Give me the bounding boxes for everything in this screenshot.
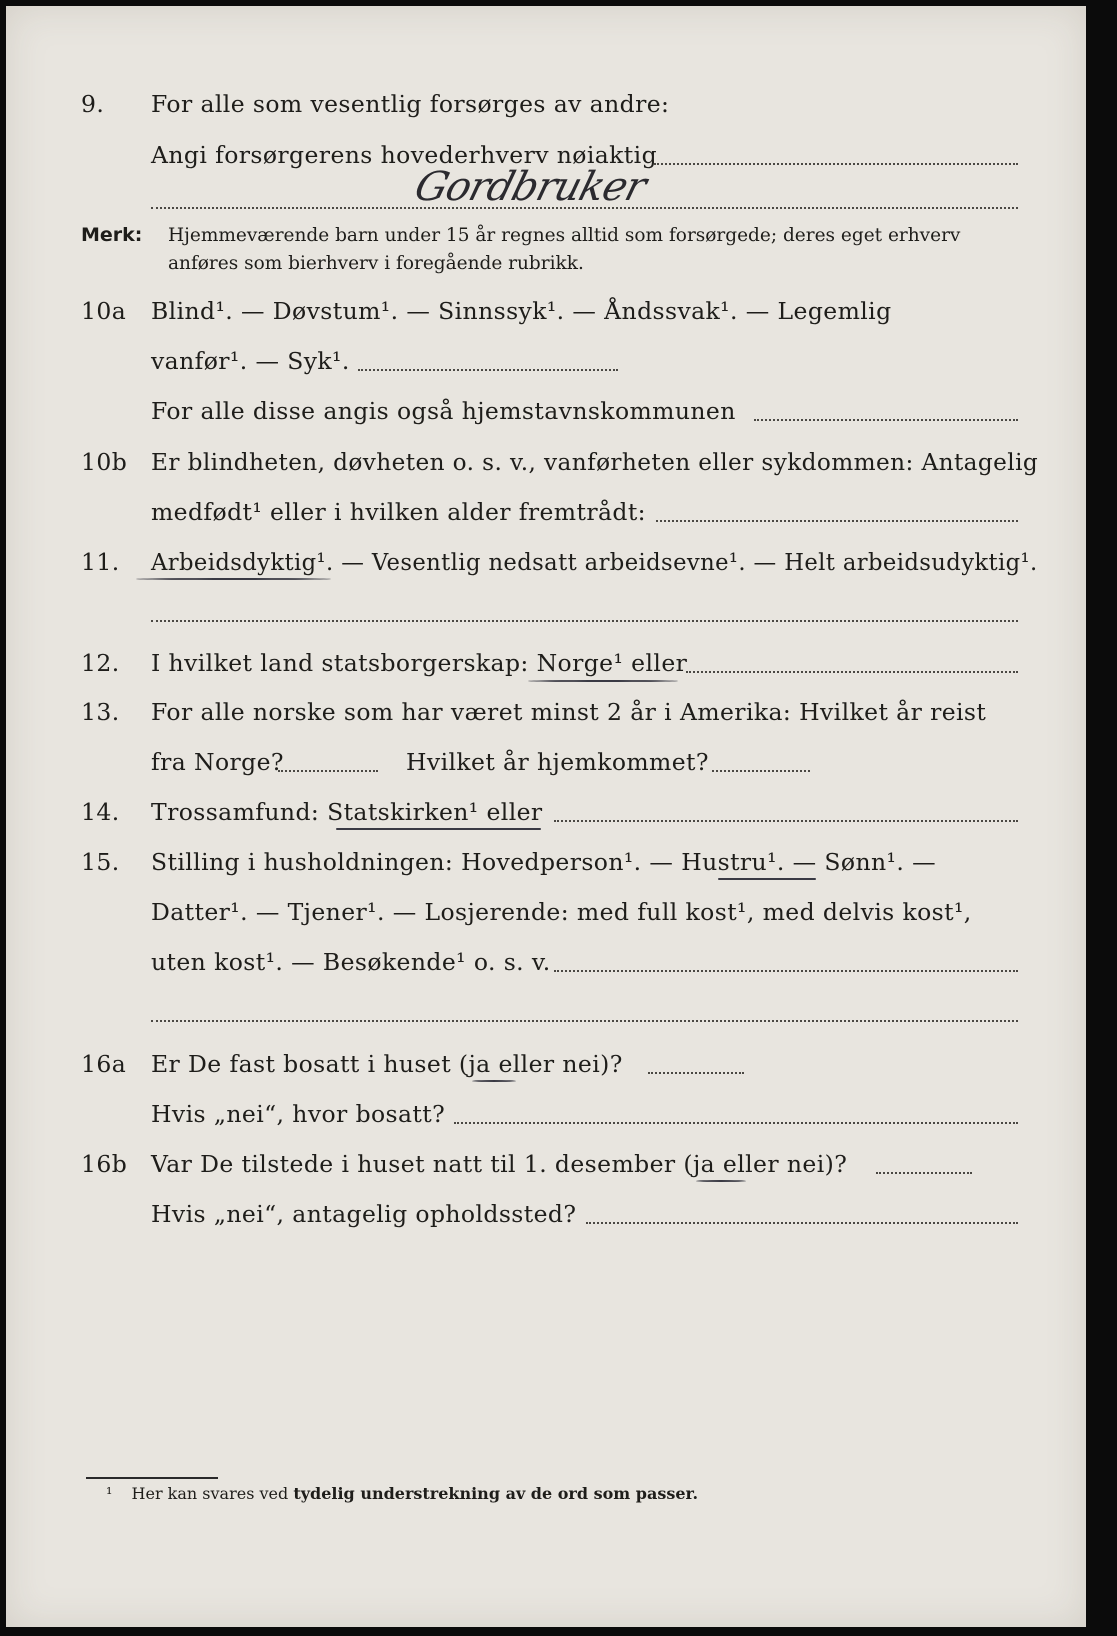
- q10a-home-line: [754, 419, 1018, 421]
- q13-text-2a: fra Norge?: [151, 748, 284, 776]
- q13-row-2: [6, 742, 1086, 782]
- q9-text: For alle som vesentlig forsørges av andre:: [151, 90, 670, 118]
- q15-row-1: [6, 842, 1086, 882]
- q16b-row-2: [6, 1194, 1086, 1234]
- q15-answer-line-2: [151, 1020, 1018, 1022]
- q14-row-1: [6, 792, 1086, 832]
- q10a-number: 10a: [81, 297, 127, 325]
- q9-answer-line-2: [151, 207, 1018, 209]
- q10a-row-1: [6, 291, 1086, 331]
- q16a-underline-mark: [472, 1080, 516, 1082]
- q10b-text: Er blindheten, døvheten o. s. v., vanførheten eller sykdommen: Antagelig: [151, 448, 1039, 476]
- q9-handwritten-answer: Gordbruker: [409, 164, 651, 210]
- q9-number: 9.: [81, 90, 105, 118]
- q11-answer-row: [6, 592, 1086, 632]
- q10a-row-3: [6, 391, 1086, 431]
- q16b-row-1: [6, 1144, 1086, 1184]
- q9-answer-line: [654, 163, 1018, 165]
- q10b-row-1: [6, 442, 1086, 482]
- footnote: [106, 1484, 698, 1503]
- q15-row-3: [6, 942, 1086, 982]
- footnote-text-b: tydelig understrekning av de ord som passer.: [293, 1484, 699, 1503]
- q16b-text: Var De tilstede i huset natt til 1. desember (ja eller nei)?: [151, 1150, 848, 1178]
- q10a-text-2: vanfør¹. — Syk¹.: [151, 347, 350, 375]
- q14-answer-line: [554, 820, 1018, 822]
- q16b-answer-line: [876, 1172, 972, 1174]
- q11-row-1: [6, 542, 1086, 582]
- footnote-rule: [86, 1477, 218, 1479]
- q16a-answer-line: [648, 1072, 744, 1074]
- q10b-row-2: [6, 492, 1086, 532]
- q16b-text-2: Hvis „nei“, antagelig opholdssted?: [151, 1200, 577, 1228]
- q12-underline-mark: [528, 680, 678, 682]
- q13-text: For alle norske som har været minst 2 år i Amerika: Hvilket år reist: [151, 698, 987, 726]
- q15-text-3: uten kost¹. — Besøkende¹ o. s. v.: [151, 948, 551, 976]
- q11-underline-mark: [136, 578, 331, 580]
- q15-text: Stilling i husholdningen: Hovedperson¹. — Hustru¹. — Sønn¹. —: [151, 848, 937, 876]
- q16a-text-2: Hvis „nei“, hvor bosatt?: [151, 1100, 446, 1128]
- q13-text-2b: Hvilket år hjemkommet?: [406, 748, 709, 776]
- q10a-row-2: [6, 341, 1086, 381]
- q16b-underline-mark: [696, 1180, 746, 1182]
- q10a-text: Blind¹. — Døvstum¹. — Sinnssyk¹. — Åndssvak¹. — Legemlig: [151, 297, 892, 325]
- q14-underline-mark: [336, 828, 541, 830]
- merk-line-1: Hjemmeværende barn under 15 år regnes alltid som forsørgede; deres eget erhverv: [168, 225, 961, 246]
- q14-text: Trossamfund: Statskirken¹ eller: [151, 798, 543, 826]
- q13-row-1: [6, 692, 1086, 732]
- q15-underline-mark: [718, 878, 816, 880]
- q10b-text-2: medfødt¹ eller i hvilken alder fremtrådt:: [151, 498, 646, 526]
- footnote-text-a: Her kan svares ved: [131, 1484, 294, 1503]
- q10a-text-3: For alle disse angis også hjemstavnskommunen: [151, 397, 736, 425]
- q10b-answer-line: [656, 520, 1018, 522]
- q16b-place-line: [586, 1222, 1018, 1224]
- q13-number: 13.: [81, 698, 120, 726]
- q10b-number: 10b: [81, 448, 128, 476]
- q9-text-2: Angi forsørgerens hovederhverv nøiaktig: [151, 141, 658, 169]
- footnote-mark: ¹: [106, 1484, 113, 1503]
- merk-line-2: anføres som bierhverv i foregående rubrikk.: [168, 253, 584, 274]
- q12-number: 12.: [81, 649, 120, 677]
- q10a-answer-line: [358, 369, 618, 371]
- q12-answer-line: [686, 671, 1018, 673]
- q11-number: 11.: [81, 548, 120, 576]
- q16b-number: 16b: [81, 1150, 128, 1178]
- q9-answer-row: [6, 164, 1086, 221]
- q15-number: 15.: [81, 848, 120, 876]
- q16a-row-2: [6, 1094, 1086, 1134]
- q16a-text: Er De fast bosatt i huset (ja eller nei)?: [151, 1050, 623, 1078]
- merk-label: Merk:: [81, 224, 143, 246]
- q15-answer-row: [6, 992, 1086, 1032]
- q16a-number: 16a: [81, 1050, 127, 1078]
- q13-left-line: [278, 770, 378, 772]
- q14-number: 14.: [81, 798, 120, 826]
- q11-text: Arbeidsdyktig¹. — Vesentlig nedsatt arbeidsevne¹. — Helt arbeidsudyktig¹.: [151, 548, 1038, 576]
- q13-right-line: [712, 770, 810, 772]
- q12-row-1: [6, 643, 1086, 683]
- q16a-row-1: [6, 1044, 1086, 1084]
- q9-row-1: [6, 84, 1086, 124]
- q15-row-2: [6, 892, 1086, 932]
- q15-answer-line: [554, 970, 1018, 972]
- census-form-page: [6, 6, 1086, 1627]
- q16a-where-line: [454, 1122, 1018, 1124]
- q11-answer-line: [151, 620, 1018, 622]
- q12-text: I hvilket land statsborgerskap: Norge¹ eller: [151, 649, 688, 677]
- q15-text-2: Datter¹. — Tjener¹. — Losjerende: med full kost¹, med delvis kost¹,: [151, 898, 972, 926]
